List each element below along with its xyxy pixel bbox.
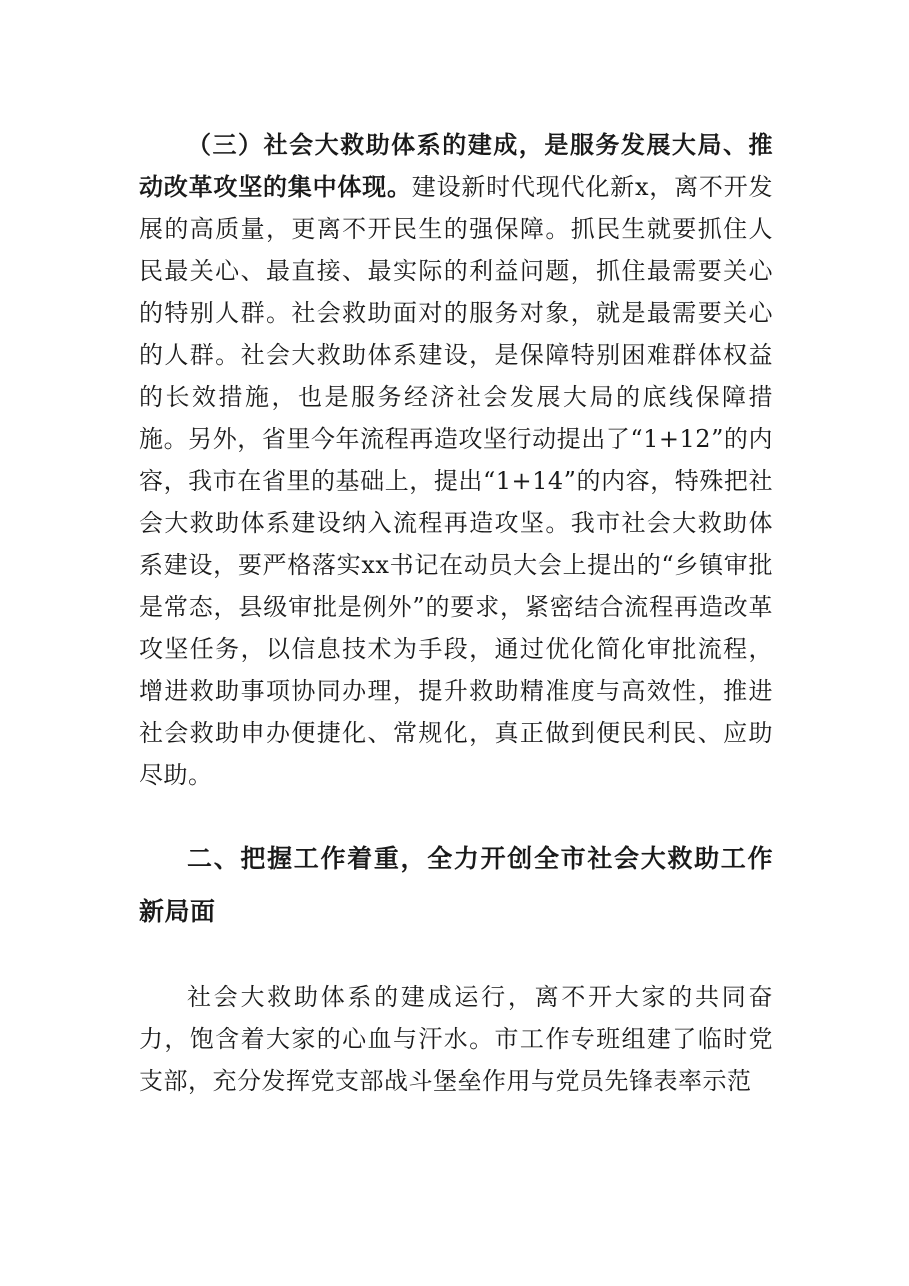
paragraph-section-2-intro: 社会大救助体系的建成运行，离不开大家的共同奋力，饱含着大家的心血与汗水。市工作专班组建了临时党支部，充分发挥党支部战斗堡垒作用与党员先锋表率示范 [139,983,773,1095]
document-body [139,124,773,1102]
section-3-body-text: 建设新时代现代化新x，离不开发展的高质量，更离不开民生的强保障。抓民生就要抓住人民最关心、最直接、最实际的利益问题，抓住最需要关心的特别人群。社会救助面对的服务对象，就是最需要关心的人群。社会大救助体系建设，是保障特别困难群体权益的长效措施，也是服务经济社会发展大局的底线保障措施。另外，省里今年流程再造攻坚行动提出了“1+12”的内容，我市在省里的基础上，提出“1+14”的内容，特殊把社会大救助体系建设纳入流程再造攻坚。我市社会大救助体系建设，要严格落实xx书记在动员大会上提出的“乡镇审批是常态，县级审批是例外”的要求，紧密结合流程再造改革攻坚任务，以信息技术为手段，通过优化简化审批流程，增进救助事项协同办理，提升救助精准度与高效性，推进社会救助申办便捷化、常规化，真正做到便民利民、应助尽助。 [139,173,773,789]
section-3-bold-lead: （三）社会大救助体系的建成，是服务发展大局、推动改革攻坚的集中体现。 [139,130,773,201]
paragraph-section-3 [139,124,773,796]
section-heading-2: 二、把握工作着重，全力开创全市社会大救助工作新局面 [139,844,773,926]
